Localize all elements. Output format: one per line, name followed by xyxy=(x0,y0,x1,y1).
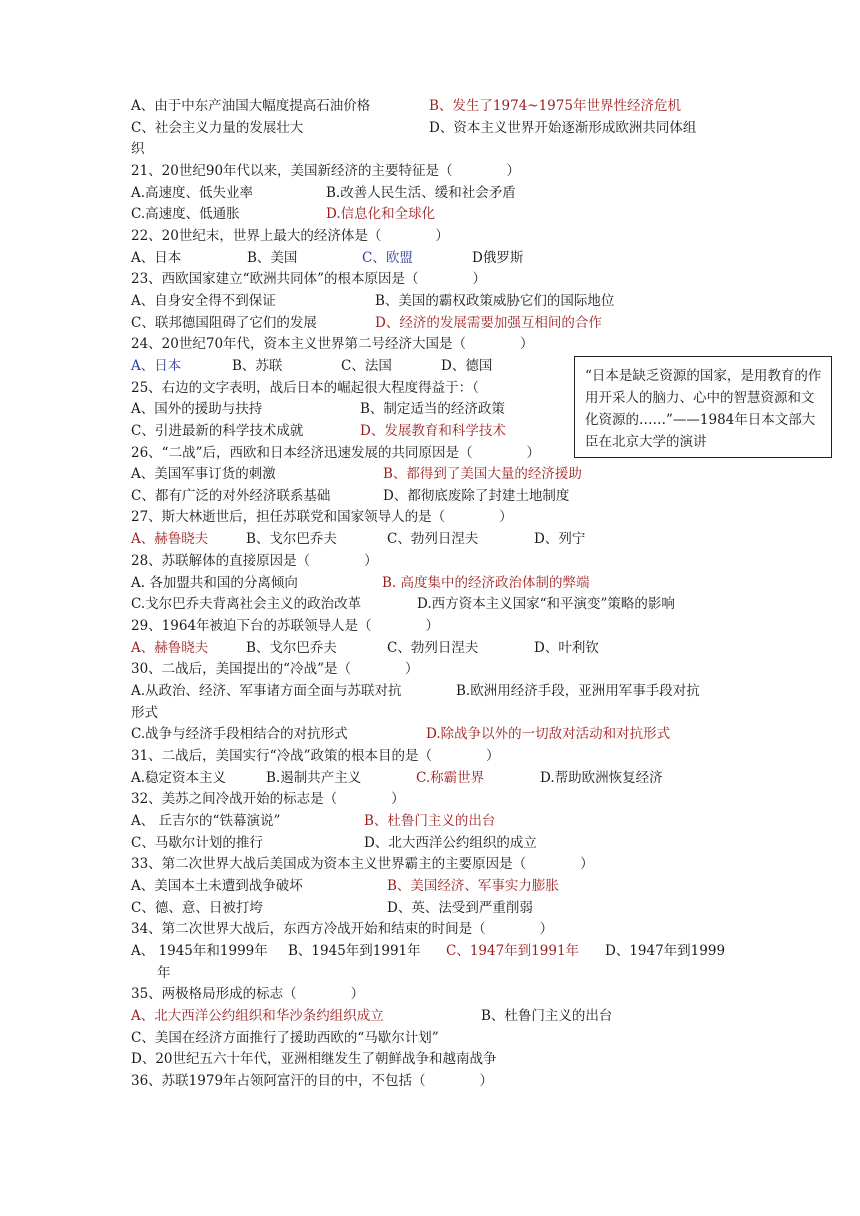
text-segment: 22、20世纪末，世界上最大的经济体是（ ） xyxy=(131,228,449,244)
text-line xyxy=(0,573,860,593)
text-line xyxy=(0,1071,860,1091)
text-segment: D、德国 xyxy=(441,358,493,374)
text-segment: 33、第二次世界大战后美国成为资本主义世界霸主的主要原因是（ ） xyxy=(131,856,594,872)
text-line xyxy=(0,854,860,874)
text-segment: 27、斯大林逝世后，担任苏联党和国家领导人的是（ ） xyxy=(131,509,513,525)
text-segment: A、由于中东产油国大幅度提高石油价格 xyxy=(131,98,371,114)
text-line xyxy=(0,963,860,983)
text-segment: 36、苏联1979年占领阿富汗的目的中，不包括（ ） xyxy=(131,1073,494,1089)
text-line xyxy=(0,681,860,701)
text-line xyxy=(0,269,860,289)
text-segment: C、引进最新的科学技术成就 xyxy=(131,423,304,439)
text-segment: D、20世纪五六十年代，亚洲相继发生了朝鲜战争和越南战争 xyxy=(131,1051,497,1067)
text-line xyxy=(0,161,860,181)
text-segment: C.称霸世界 xyxy=(416,770,485,786)
text-segment: A、自身安全得不到保证 xyxy=(131,293,276,309)
text-segment: A、日本 xyxy=(131,358,182,374)
text-segment: C、马歇尔计划的推行 xyxy=(131,835,263,851)
text-line xyxy=(0,486,860,506)
text-segment: B. 高度集中的经济政治体制的弊端 xyxy=(382,575,590,591)
text-segment: A、美国本土未遭到战争破坏 xyxy=(131,878,303,894)
text-segment: 28、苏联解体的直接原因是（ ） xyxy=(131,553,378,569)
text-segment: 34、第二次世界大战后，东西方冷战开始和结束的时间是（ ） xyxy=(131,921,554,937)
text-line xyxy=(0,139,860,159)
text-segment: B、杜鲁门主义的出台 xyxy=(481,1008,613,1024)
text-line xyxy=(0,789,860,809)
text-segment: D.帮助欧洲恢复经济 xyxy=(540,770,663,786)
text-line xyxy=(0,724,860,744)
text-line xyxy=(0,833,860,853)
text-line xyxy=(0,183,860,203)
text-segment: B.改善人民生活、缓和社会矛盾 xyxy=(326,185,516,201)
text-line xyxy=(0,703,860,723)
text-segment: 25、右边的文字表明，战后日本的崛起很大程度得益于：（ xyxy=(131,380,479,396)
text-segment: A、 丘吉尔的“铁幕演说” xyxy=(131,813,281,829)
text-segment: D、资本主义世界开始逐渐形成欧洲共同体组 xyxy=(429,120,697,136)
text-segment: A. 各加盟共和国的分离倾向 xyxy=(131,575,298,591)
text-line xyxy=(0,507,860,527)
text-segment: 32、美苏之间冷战开始的标志是（ ） xyxy=(131,791,405,807)
text-line xyxy=(0,313,860,333)
text-segment: B、戈尔巴乔夫 xyxy=(246,640,337,656)
text-line xyxy=(0,96,860,116)
text-segment: A、北大西洋公约组织和华沙条约组织成立 xyxy=(131,1008,384,1024)
text-segment: 形式 xyxy=(131,705,158,721)
text-line xyxy=(0,291,860,311)
text-segment: B、制定适当的经济政策 xyxy=(360,401,505,417)
text-segment: C、1947年到1991年 xyxy=(446,943,580,959)
text-line xyxy=(0,248,860,268)
text-line xyxy=(0,876,860,896)
text-segment: C、德、意、日被打垮 xyxy=(131,900,263,916)
text-segment: C、美国在经济方面推行了援助西欧的“马歇尔计划” xyxy=(131,1030,439,1046)
text-line xyxy=(0,919,860,939)
text-segment: A、国外的援助与扶持 xyxy=(131,401,263,417)
text-segment: B.欧洲用经济手段，亚洲用军事手段对抗 xyxy=(456,683,700,699)
text-segment: A.高速度、低失业率 xyxy=(131,185,254,201)
text-segment: A、 1945年和1999年 xyxy=(131,943,268,959)
text-segment: D、发展教育和科学技术 xyxy=(360,423,506,439)
text-line xyxy=(0,1028,860,1048)
text-line xyxy=(0,226,860,246)
text-segment: D、叶利钦 xyxy=(534,640,599,656)
text-line xyxy=(0,616,860,636)
text-line xyxy=(0,1006,860,1026)
quote-box xyxy=(574,356,832,458)
text-segment: A.稳定资本主义 xyxy=(131,770,227,786)
text-segment: 31、二战后，美国实行“冷战”政策的根本目的是（ ） xyxy=(131,748,500,764)
text-segment: C、都有广泛的对外经济联系基础 xyxy=(131,488,331,504)
text-segment: D.西方资本主义国家“和平演变”策略的影响 xyxy=(417,596,675,612)
text-segment: 26、“二战”后，西欧和日本经济迅速发展的共同原因是（ ） xyxy=(131,445,540,461)
text-segment: 35、两极格局形成的标志（ ） xyxy=(131,986,365,1002)
text-segment: C、欧盟 xyxy=(362,250,413,266)
text-line xyxy=(0,638,860,658)
text-segment: D俄罗斯 xyxy=(472,250,524,266)
text-segment: A、赫鲁晓夫 xyxy=(131,531,209,547)
text-segment: 年 xyxy=(157,965,171,981)
text-segment: D、1947年到1999 xyxy=(605,943,726,959)
text-segment: B、美国经济、军事实力膨胀 xyxy=(387,878,559,894)
text-line xyxy=(0,204,860,224)
text-segment: 21、20世纪90年代以来，美国新经济的主要特征是（ ） xyxy=(131,163,521,179)
text-segment: 24、20世纪70年代，资本主义世界第二号经济大国是（ ） xyxy=(131,336,534,352)
text-segment: D、列宁 xyxy=(534,531,586,547)
text-segment: C.高速度、低通胀 xyxy=(131,206,240,222)
text-segment: D、都彻底废除了封建土地制度 xyxy=(383,488,570,504)
text-line xyxy=(0,898,860,918)
text-line xyxy=(0,941,860,961)
text-segment: C、勃列日涅夫 xyxy=(387,531,479,547)
text-line xyxy=(0,551,860,571)
text-segment: D.信息化和全球化 xyxy=(326,206,436,222)
text-segment: A、赫鲁晓夫 xyxy=(131,640,209,656)
quote-text: “日本是缺乏资源的国家，是用教育的作用开采人的脑力、心中的智慧资源和文化资源的……”——1984年日本文部大臣在北京大学的演讲 xyxy=(585,368,822,450)
text-segment: B、发生了1974~1975年世界性经济危机 xyxy=(429,98,681,114)
text-segment: B、1945年到1991年 xyxy=(288,943,421,959)
text-segment: B、都得到了美国大量的经济援助 xyxy=(383,466,582,482)
text-segment: 23、西欧国家建立“欧洲共同体”的根本原因是（ ） xyxy=(131,271,486,287)
text-segment: 30、二战后，美国提出的“冷战”是（ ） xyxy=(131,661,419,677)
text-segment: A.从政治、经济、军事诸方面全面与苏联对抗 xyxy=(131,683,402,699)
text-segment: 织 xyxy=(131,141,145,157)
text-segment: C、联邦德国阻碍了它们的发展 xyxy=(131,315,317,331)
text-line xyxy=(0,811,860,831)
text-segment: C.战争与经济手段相结合的对抗形式 xyxy=(131,726,348,742)
text-line xyxy=(0,464,860,484)
text-segment: A、美国军事订货的刺激 xyxy=(131,466,276,482)
text-line xyxy=(0,746,860,766)
text-segment: D、经济的发展需要加强互相间的合作 xyxy=(375,315,602,331)
text-segment: C、勃列日涅夫 xyxy=(387,640,479,656)
text-segment: A、日本 xyxy=(131,250,182,266)
text-segment: B.遏制共产主义 xyxy=(266,770,362,786)
text-line xyxy=(0,984,860,1004)
text-segment: D.除战争以外的一切敌对活动和对抗形式 xyxy=(426,726,671,742)
text-segment: D、北大西洋公约组织的成立 xyxy=(364,835,537,851)
text-line xyxy=(0,334,860,354)
text-segment: C、法国 xyxy=(341,358,392,374)
text-segment: B、戈尔巴乔夫 xyxy=(246,531,337,547)
text-line xyxy=(0,768,860,788)
text-segment: B、美国的霸权政策威胁它们的国际地位 xyxy=(375,293,615,309)
text-segment: B、苏联 xyxy=(232,358,283,374)
text-line xyxy=(0,659,860,679)
text-segment: B、美国 xyxy=(247,250,298,266)
text-segment: C、社会主义力量的发展壮大 xyxy=(131,120,304,136)
text-line xyxy=(0,118,860,138)
text-line xyxy=(0,529,860,549)
text-segment: C.戈尔巴乔夫背离社会主义的政治改革 xyxy=(131,596,362,612)
text-line xyxy=(0,594,860,614)
text-segment: D、英、法受到严重削弱 xyxy=(387,900,533,916)
text-line xyxy=(0,1049,860,1069)
text-segment: B、杜鲁门主义的出台 xyxy=(364,813,496,829)
text-segment: 29、1964年被迫下台的苏联领导人是（ ） xyxy=(131,618,440,634)
